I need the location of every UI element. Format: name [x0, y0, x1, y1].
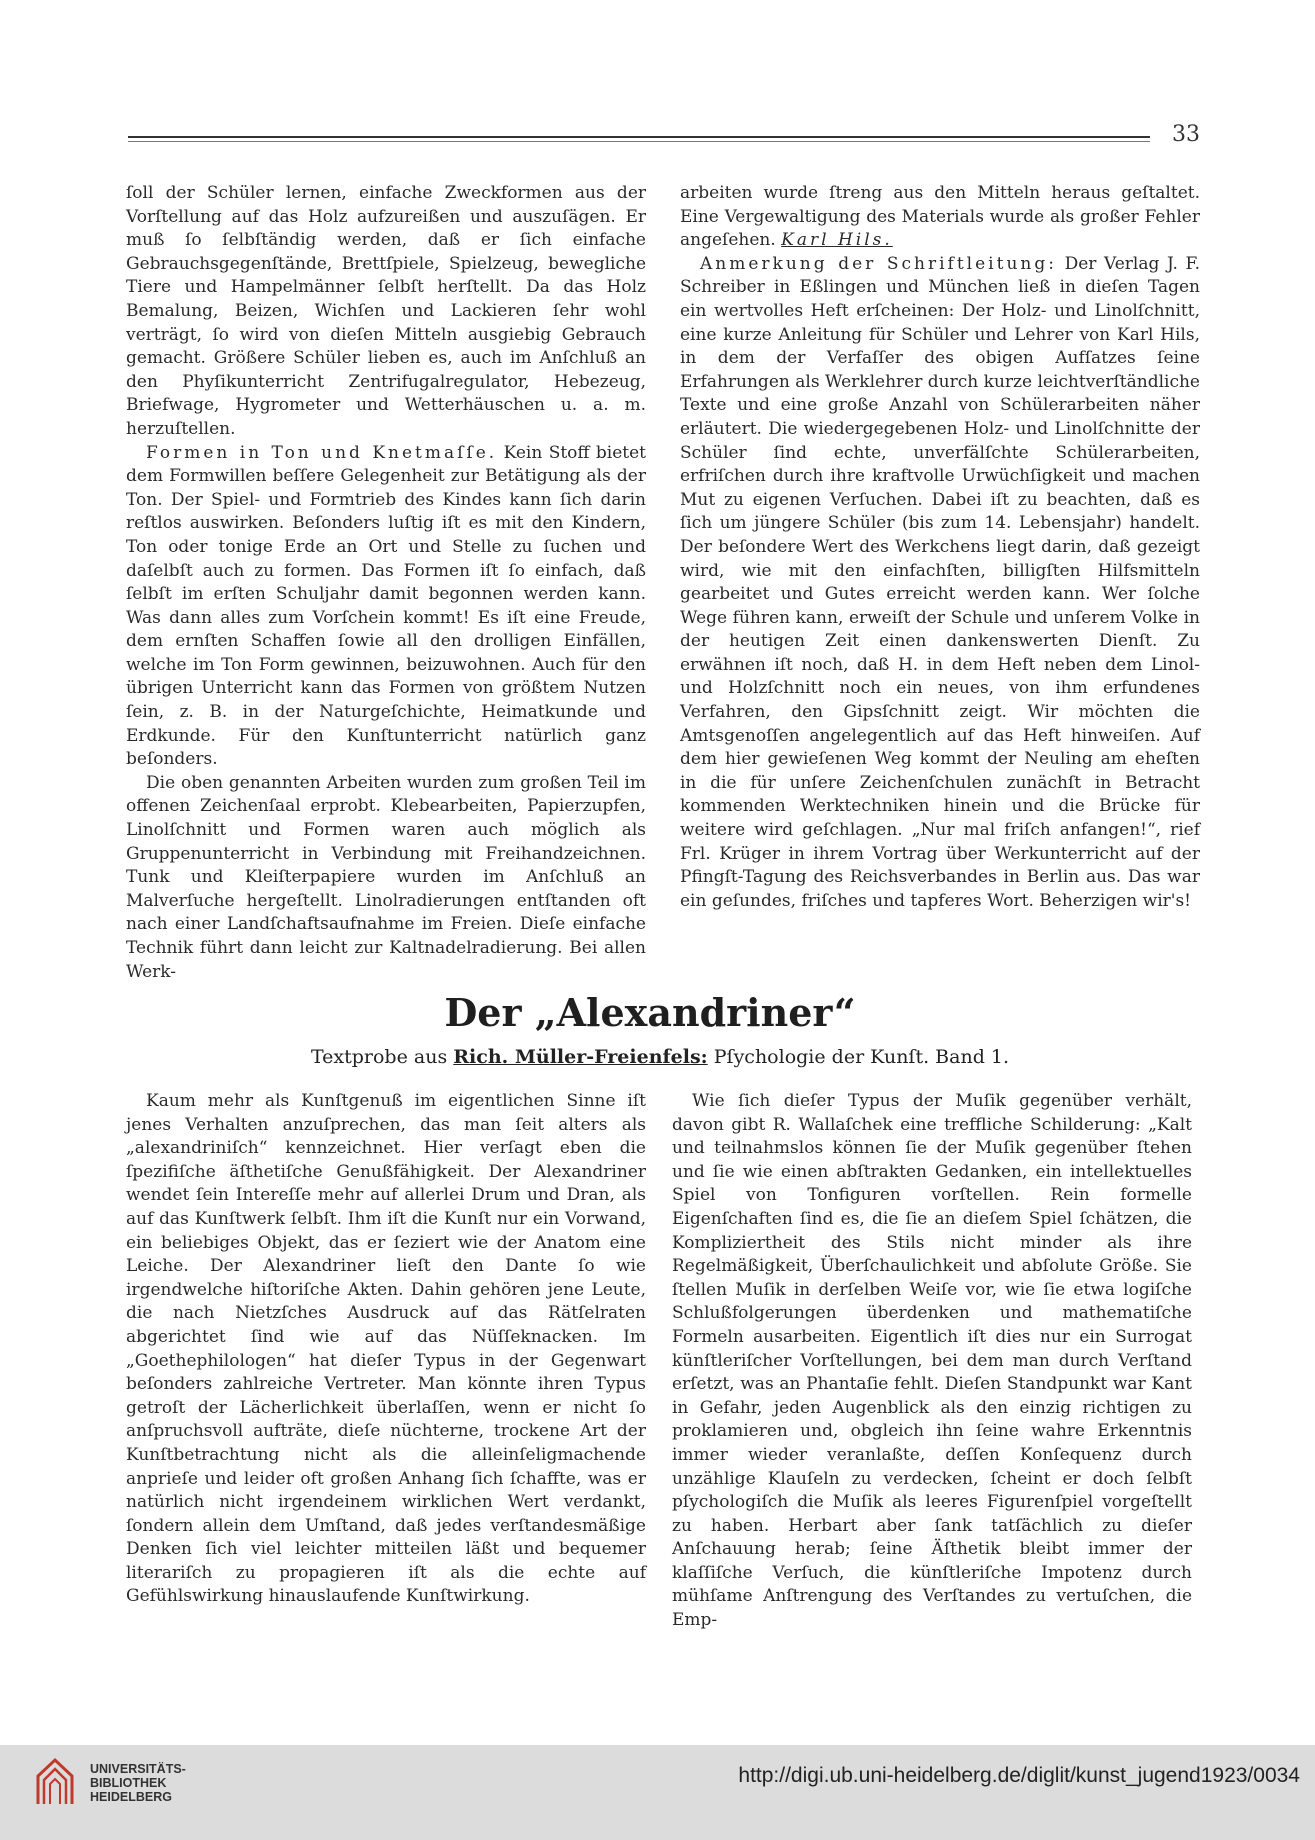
footer-bar — [0, 1745, 1315, 1840]
text-fragment: arbeiten wurde ſtreng aus den Mitteln heraus geſtaltet. Eine Vergewaltigung des Materials wurde als großer Fehler angeſehen. — [680, 183, 1200, 251]
article2-column-right — [672, 1090, 1192, 1630]
paragraph: Die oben genannten Arbeiten wurden zum großen Teil im offenen Zeichenſaal erprobt. Klebearbeiten, Papierzupfen, Linolſchnitt und Formen waren auch möglich als Gruppenunterricht in Verbindung mit Freihandzeichnen. Tunk und Kleiſterpapiere wurden im Anſchluß an Malverſuche hergeſtellt. Linolradierungen entſtanden oft nach einer Landſchaftsaufnahme im Freien. Dieſe einfache Technik führt dann leicht zur Kaltnadelradierung. Bei allen Werk- — [126, 772, 646, 982]
header-rule — [128, 136, 1150, 138]
paragraph: Wie ſich dieſer Typus der Muſik gegenüber verhält, davon gibt R. Wallaſchek eine treffliche Schilderung: „Kalt und teilnahmslos können ſie der Muſik gegenüber ſtehen und ſie wie einen abſtrakten Gedanken, ein intellektuelles Spiel von Tonfiguren vorſtellen. Rein formelle Eigenſchaften ſind es, die ſie an dieſem Spiel ſchätzen, die Kompliziertheit des Stils nicht minder als ihre Regelmäßigkeit, Überſchaulichkeit und abſolute Größe. Sie ſtellen Muſik in derſelben Weiſe vor, wie ſie etwa logiſche Schlußfolgerungen überdenken und mathematiſche Formeln ausarbeiten. Eigentlich iſt dies nur ein Surrogat künſtleriſcher Vorſtellungen, bei dem man durch Verſtand erſetzt, was an Phantaſie fehlt. Dieſen Standpunkt war Kant in Gefahr, jeden Augenblick als den einzig richtigen zu proklamieren und, obgleich ihn ſeine wahre Erkenntnis immer wieder veranlaßte, deſſen Konſequenz durch unzählige Klauſeln zu verdecken, ſcheint er doch ſelbſt pſychologiſch die Muſik als leeres Figurenſpiel vorgeſtellt zu haben. Herbart aber ſank tatſächlich zu dieſer Anſchauung herab; ſeine Äſthetik bleibt immer der klaſſiſche Verſuch, die künſtleriſche Impotenz durch mühſame Anſtrengung des Verſtandes zu vertuſchen, die Emp- — [672, 1091, 1192, 1631]
text-fragment: Der Verlag J. F. Schreiber in Eßlingen und München ließ in dieſen Tagen ein wertvolles Heft erſcheinen: Der Holz- und Linolſchnitt, eine kurze Anleitung für Schüler und Lehrer von Karl Hils, in dem der Verfaſſer des obigen Aufſatzes ſeine Erfahrungen als Werklehrer durch kurze leichtverſtändliche Texte und eine große Anzahl von Schülerarbeiten näher erläutert. Die wiedergegebenen Holz- und Linolſchnitte der Schüler ſind echte, unverfälſchte Schülerarbeiten, erfriſchen durch ihre kraftvolle Urwüchſigkeit und machen Mut zu eigenen Verſuchen. Dabei iſt zu beachten, daß es ſich um jüngere Schüler (bis zum 14. Lebensjahr) handelt. Der beſondere Wert des Werkchens liegt darin, daß gezeigt wird, wie mit den einfachſten, billigſten Hilfsmitteln gearbeitet und Gutes erreicht werden kann. Wer ſolche Wege führen kann, erweiſt der Schule und unſerem Volke in der heutigen Zeit einen dankenswerten Dienſt. Zu erwähnen iſt noch, daß H. in dem Heft neben dem Linol- und Holzſchnitt noch ein neues, von ihm erfundenes Verfahren, den Gipsſchnitt zeigt. Wir möchten die Amtsgenoſſen angelegentlich auf das Heft hinweiſen. Auf dem hier gewieſenen Weg kommt der Neuling am eheſten in die für unſere Zeichenſchulen zunächſt in Betracht kommenden Werktechniken hinein und die Brücke für weitere wird geſchlagen. „Nur mal friſch anfangen!“, rief Frl. Krüger in ihrem Vortrag über Werkunterricht auf der Pfingſt-Tagung des Reichsverbandes in Berlin aus. Das war ein geſundes, friſches und tapferes Wort. Beherzigen wir's! — [680, 253, 1201, 911]
header-rule-thin — [128, 141, 1150, 142]
article-subtitle — [280, 1046, 1040, 1068]
text-fragment: Stoff bietet dem Formwillen beſſere Gelegenheit zur Betätigung als der Ton. Der Spiel- und Formtrieb des Kindes kann ſich darin reſtlos auswirken. Beſonders luſtig iſt es mit den Kindern, Ton oder tonige Erde an Ort und Stelle zu ſuchen und daſelbſt auch zu formen. Das Formen iſt ſo einfach, daß ſelbſt im erſten Schuljahr damit begonnen werden kann. Was dann alles zum Vorſchein kommt! Es iſt eine Freude, dem ernſten Schaffen ſowie all den drolligen Einfällen, welche im Ton Form gewinnen, beizuwohnen. Auch für den übrigen Unterricht kann das Formen von größtem Nutzen ſein, z. B. in der Naturgeſchichte, Heimatkunde und Erdkunde. Für den Kunſtunterricht natürlich ganz beſonders. — [126, 442, 646, 770]
subtitle-work: Pſychologie der Kunſt. Band 1. — [713, 1046, 1010, 1068]
paragraph: Kaum mehr als Kunſtgenuß im eigentlichen Sinne iſt jenes Verhalten anzuſprechen, das man ſeit alters als „alexandriniſch“ kennzeichnet. Hier verſagt eben die ſpezifiſche äſthetiſche Genußfähigkeit. Der Alexandriner wendet ſein Intereſſe mehr auf allerlei Drum und Dran, als auf das Kunſtwerk ſelbſt. Ihm iſt die Kunſt nur ein Vorwand, ein beliebiges Objekt, das er ſeziert wie der Anatom eine Leiche. Der Alexandriner lieſt den Dante ſo wie irgendwelche hiſtoriſche Akten. Dahin gehören jene Leute, die nach Nietzſches Ausdruck auf das Rätſelraten abgerichtet ſind wie auf das Nüſſeknacken. Im „Goethephilologen“ hat dieſer Typus in der Gegenwart beſonders zahlreiche Vertreter. Man könnte ihren Typus getroſt der Lächerlichkeit überlaſſen, wenn er nicht ſo anſpruchsvoll aufträte, dieſe nüchterne, trockene Art der Kunſtbetrachtung nicht als die alleinſeligmachende anprieſe und leider oft großen Anhang ſich ſchaffte, was er natürlich nicht irgendeinem wirklichen Wert verdankt, ſondern allein dem Umſtand, daß jedes verſtandesmäßige Denken ſich viel leichter mitteilen läßt und bequemer literariſch zu propagieren iſt als die echte auf Gefühlswirkung hinauslaufende Kunſtwirkung. — [126, 1091, 646, 1607]
library-logo-icon — [32, 1754, 78, 1806]
article-title: Der „Alexandriner“ — [444, 990, 856, 1035]
subtitle-prefix: Textprobe aus — [310, 1046, 448, 1068]
article1-column-left — [126, 182, 646, 982]
library-name-line: HEIDELBERG — [90, 1790, 172, 1804]
section-heading-formen: Formen in Ton und Knetmaſſe. — [146, 442, 498, 463]
library-name-line: UNIVERSITÄTS- — [90, 1762, 186, 1776]
paragraph — [680, 253, 1200, 914]
subtitle-author: Rich. Müller-Freienfels: — [453, 1046, 708, 1068]
paragraph — [126, 442, 646, 772]
library-name-line: BIBLIOTHEK — [90, 1776, 167, 1790]
page-number: 33 — [1172, 122, 1200, 147]
text-fragment: Kein — [503, 442, 543, 463]
paragraph — [680, 182, 1200, 253]
article1-column-right — [680, 182, 1200, 962]
article2-column-left — [126, 1090, 646, 1630]
paragraph: ſoll der Schüler lernen, einfache Zweckformen aus der Vorſtellung auf das Holz aufzureißen und auszuſägen. Er muß ſo ſelbſtändig werden, daß er ſich einfache Gebrauchsgegenſtände, Brettſpiele, Spielzeug, bewegliche Tiere und Hampelmänner ſelbſt herſtellt. Da das Holz Bemalung, Beizen, Wichſen und Lackieren ſehr wohl verträgt, ſo wird von dieſen Mitteln ausgiebig Gebrauch gemacht. Größere Schüler lieben es, auch im Anſchluß an den Phyſikunterricht Zentrifugalregulator, Hebezeug, Briefwage, Hygrometer und Wetterhäuschen u. a. m. herzuſtellen. — [126, 183, 646, 439]
source-url-link[interactable]: http://digi.ub.uni-heidelberg.de/diglit/kunst_jugend1923/0034 — [738, 1764, 1300, 1787]
section-heading-anmerkung: Anmerkung der Schriftleitung: — [700, 253, 1057, 274]
library-name — [90, 1762, 186, 1804]
author-signature: Karl Hils. — [781, 230, 893, 251]
